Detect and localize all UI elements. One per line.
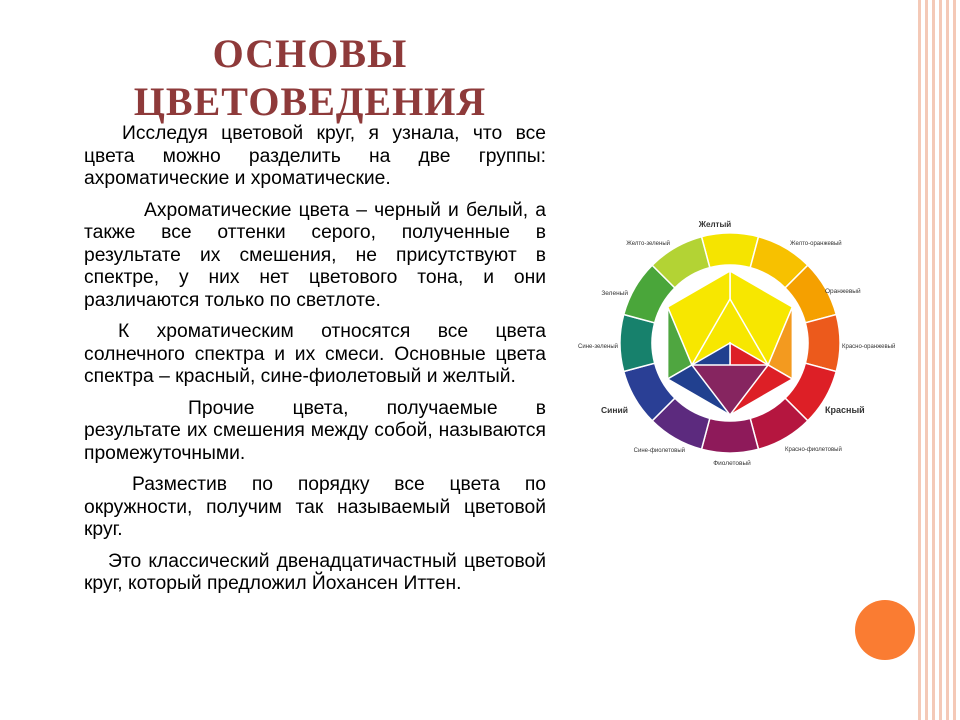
paragraph-5: Разместив по порядку все цвета по окружности, получим так называемый цветовой круг. xyxy=(84,474,546,540)
wheel-segment-red-orange xyxy=(805,315,840,372)
wheel-label-yellow-orange: Желто-оранжевый xyxy=(790,241,842,247)
wheel-label-blue-violet: Сине-фиолетовый xyxy=(633,448,685,454)
wheel-label-green: Зеленый xyxy=(601,290,628,297)
wheel-label-yellow: Желтый xyxy=(698,220,732,229)
orange-circle-decoration xyxy=(855,600,915,660)
wheel-label-red-violet: Красно-фиолетовый xyxy=(785,447,842,453)
paragraph-3: К хроматическим относятся все цвета солнечного спектра и их смеси. Основные цвета спектра – красный, сине-фиолетовый и желтый. xyxy=(84,321,546,387)
title-line-1: ОСНОВЫ xyxy=(212,31,408,76)
paragraph-4: Прочие цвета, получаемые в результате их смешения между собой, называются промежуточными. xyxy=(84,397,546,464)
paragraph-6: Это классический двенадцатичастный цветовой круг, который предложил Йохансен Иттен. xyxy=(84,550,546,594)
wheel-inner-figure xyxy=(668,271,793,415)
page-title xyxy=(60,30,560,126)
wheel-label-violet: Фиолетовый xyxy=(713,460,751,467)
decorative-stripes xyxy=(918,0,960,720)
body-text xyxy=(84,123,546,605)
wheel-label-blue-green: Сине-зеленый xyxy=(578,344,618,350)
wheel-segment-violet xyxy=(702,418,759,453)
wheel-segment-yellow xyxy=(702,233,759,268)
paragraph-1: Исследуя цветовой круг, я узнала, что все цвета можно разделить на две группы: ахроматические и хроматические. xyxy=(84,123,546,189)
wheel-label-red-orange: Красно-оранжевый xyxy=(842,344,896,350)
wheel-label-blue: Синий xyxy=(601,405,628,415)
itten-color-wheel xyxy=(560,215,896,475)
title-line-2: ЦВЕТОВЕДЕНИЯ xyxy=(133,79,487,124)
wheel-label-yellow-green: Желто-зеленый xyxy=(626,241,670,247)
wheel-segment-blue-green xyxy=(620,315,655,372)
wheel-label-orange: Оранжевый xyxy=(825,288,861,295)
paragraph-2: Ахроматические цвета – черный и белый, а также все оттенки серого, полученные в результате их смешения, не присутствуют в спектре, у них нет цветового тона, и они различаются только по светлоте. xyxy=(84,199,546,311)
wheel-label-red: Красный xyxy=(825,405,865,415)
